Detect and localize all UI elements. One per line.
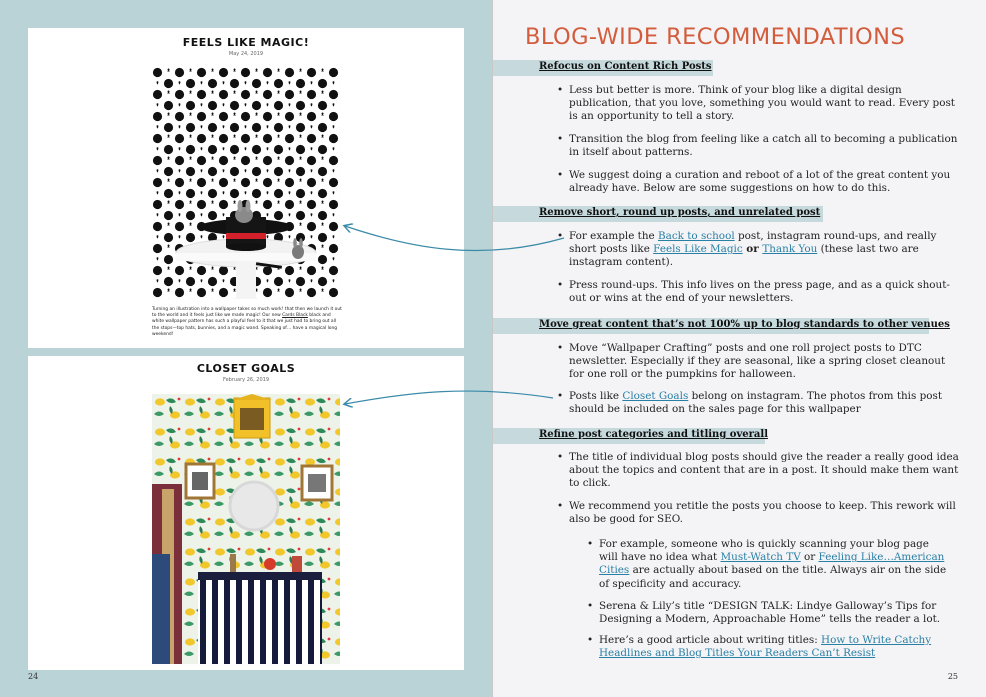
post-title: FEELS LIKE MAGIC! <box>182 36 310 49</box>
link-thank-you[interactable]: Thank You <box>762 243 818 256</box>
magic-hat-photo <box>152 67 340 299</box>
page-number: 25 <box>947 672 958 681</box>
link-must-watch-tv[interactable]: Must-Watch TV <box>720 551 801 564</box>
sub-bullet-item: • Serena & Lily’s title “DESIGN TALK: Lindye Galloway’s Tips for Designing a Modern, Approachable Home” tells the reader a lot. <box>599 600 951 626</box>
page-heading: BLOG-WIDE RECOMMENDATIONS <box>525 24 906 50</box>
link-back-to-school[interactable]: Back to school <box>657 230 735 242</box>
bullet-item: • Less but better is more. Think of your blog like a digital design publication, that you love, something you would want to read. Every post is an opportunity to tell a story. <box>569 84 961 124</box>
section-heading-refine: Refine post categories and titling overall <box>539 429 768 440</box>
section-heading-move-content: Move great content that’s not 100% up to blog standards to other venues <box>539 319 950 330</box>
sub-bullet-item: • Here’s a good article about writing titles: How to Write Catchy Headlines and Blog Titles Your Readers Can’t Resist <box>599 634 951 660</box>
bullet-item: • Press round-ups. This info lives on the press page, and as a quick shout-out or wins at the end of your newsletters. <box>569 279 961 305</box>
post-excerpt-link[interactable]: Cards Black <box>282 313 308 319</box>
bullet-item: • Move “Wallpaper Crafting” posts and one roll project posts to DTC newsletter. Especially if they are seasonal, like a spring closet cleanout for one roll or the pumpkins for halloween. <box>569 342 961 382</box>
left-page <box>0 0 492 697</box>
page-number: 24 <box>28 672 39 681</box>
section-heading-refocus: Refocus on Content Rich Posts <box>539 61 712 72</box>
post-excerpt: Turning an illustration into a wallpaper takes so much work! that then we launch it out to the world and it feels just like we made magic! Our new Cards Black black and white wallpaper pattern has such a playful feel to it that we just had to bring out all the stops—top hats, bunnies, and a magic wand. Speaking of… have a magical long weekend! <box>152 307 342 337</box>
post-date: February 26, 2019 <box>222 377 269 383</box>
closet-photo <box>152 394 340 664</box>
blog-post-card-feels-like-magic <box>28 28 464 348</box>
bullet-item: • The title of individual blog posts should give the reader a really good idea about the topics and content that are in a post. It should make them want to click. <box>569 451 961 491</box>
bullet-item: • We suggest doing a curation and reboot of a lot of the great content you already have. Below are some suggestions on how to do this. <box>569 169 961 195</box>
link-catchy-headlines-article[interactable]: How to Write Catchy Headlines and Blog Titles Your Readers Can’t Resist <box>599 634 932 660</box>
sub-bullet-item: • For example, someone who is quickly scanning your blog page will have no idea what Must-Watch TV or Feeling Like…American Cities are actually about based on the title. Always air on the side of specificity and accuracy. <box>599 538 951 591</box>
link-feels-like-magic[interactable]: Feels Like Magic <box>653 243 743 256</box>
link-closet-goals[interactable]: Closet Goals <box>622 390 689 402</box>
section-heading-remove-short: Remove short, round up posts, and unrelated post <box>539 207 821 218</box>
bullet-item: • Transition the blog from feeling like a catch all to becoming a publication in itself about patterns. <box>569 133 961 159</box>
post-date: May 24, 2019 <box>228 51 264 57</box>
post-title: CLOSET GOALS <box>196 362 296 375</box>
bullet-item: • We recommend you retitle the posts you choose to keep. This rework will also be good for SEO. <box>569 500 961 526</box>
bullet-item: • Posts like Closet Goals belong on instagram. The photos from this post should be included on the sales page for this wallpaper <box>569 390 961 416</box>
bullet-item: • For example the Back to school post, instagram round-ups, and really short posts like Feels Like Magic or Thank You (these last two are instagram content). <box>569 230 961 270</box>
right-page <box>492 0 986 697</box>
blog-post-card-closet-goals <box>28 356 464 670</box>
link-feeling-like-american-cities[interactable]: Feeling Like…American Cities <box>599 551 945 577</box>
